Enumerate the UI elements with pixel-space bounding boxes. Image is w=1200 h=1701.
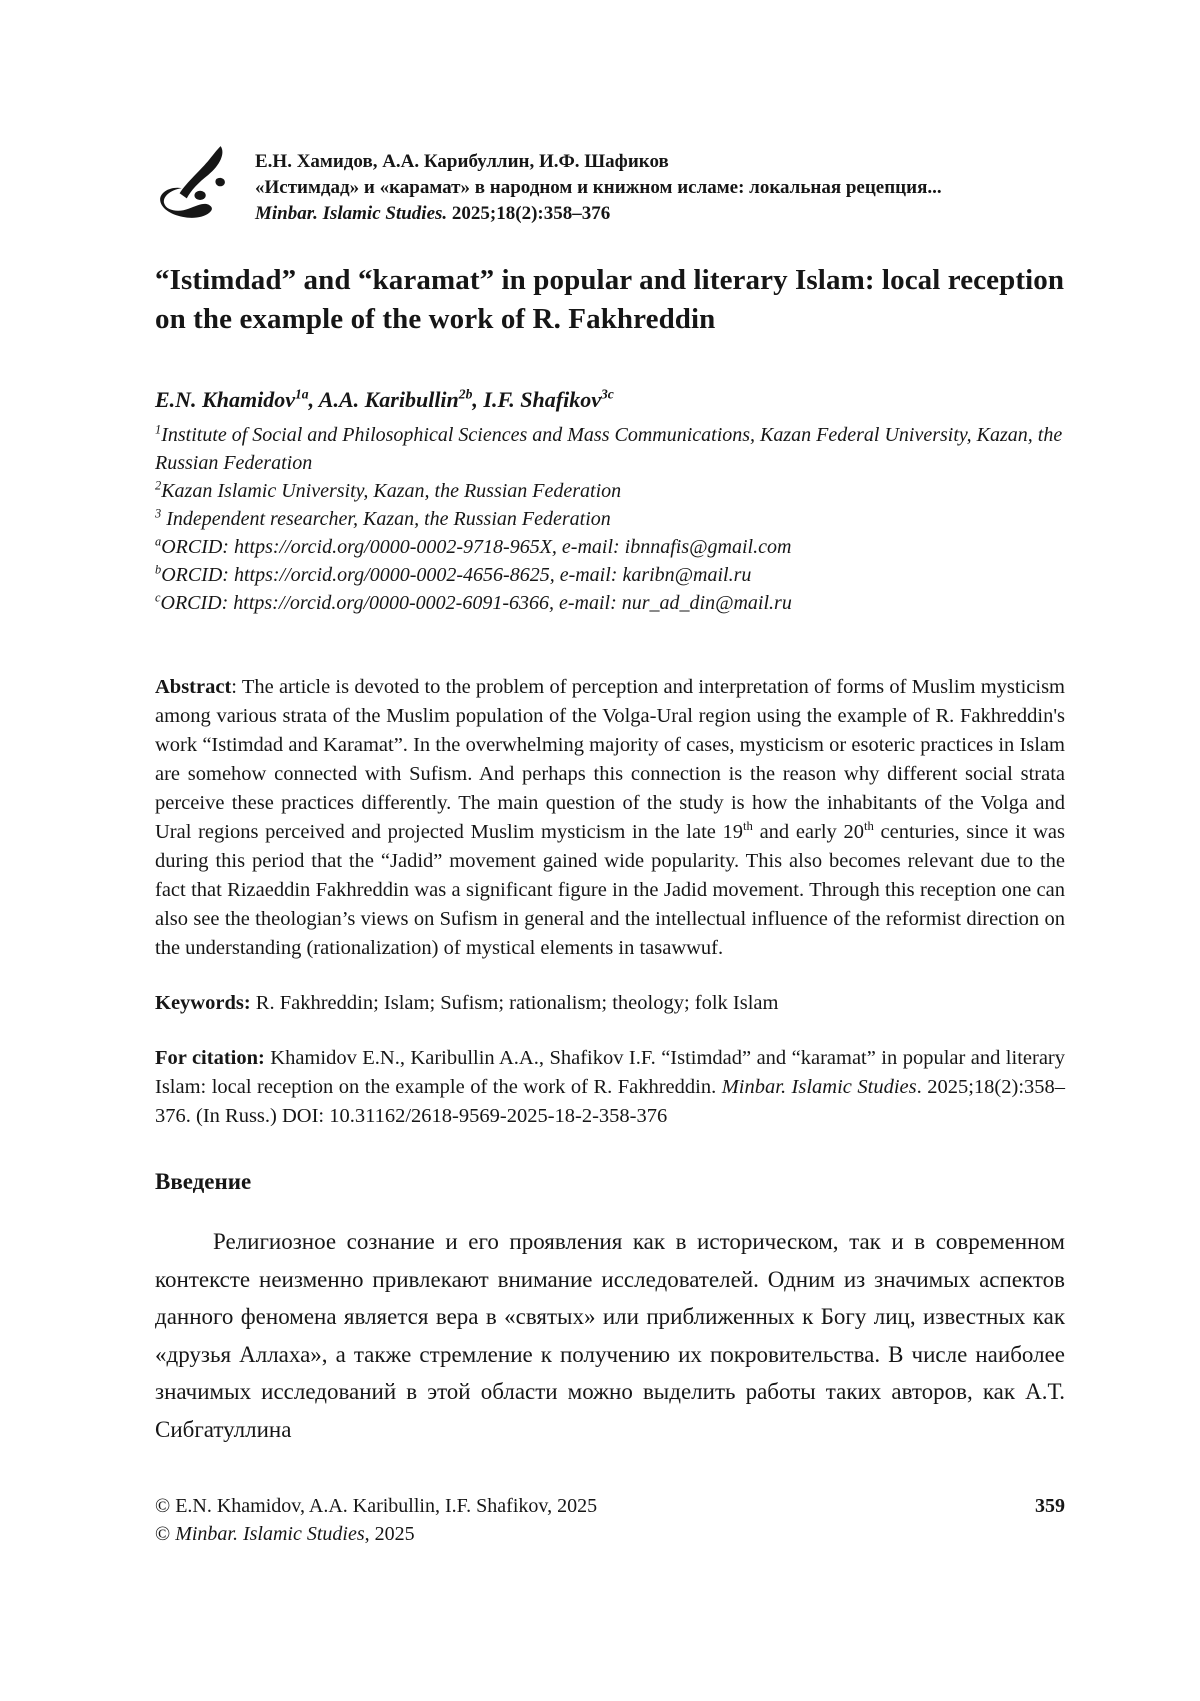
- section-heading-introduction: Введение: [155, 1169, 252, 1194]
- journal-logo-calligraphy-icon: [155, 144, 237, 220]
- authors-line: E.N. Khamidov$^{1a}$, A.A. Karibullin$^{2b}$, I.F. Shafikov$^{3c}$: [155, 386, 614, 412]
- affiliation-line: $^c$ORCID: https://orcid.org/0000-0002-6091-6366, e-mail: nur_ad_din@mail.ru: [155, 590, 792, 614]
- for-citation-paragraph: For citation: Khamidov E.N., Karibullin A.A., Shafikov I.F. “Istimdad” and “karamat” in popular and literary Islam: local reception on the example of the work of R. Fakhreddin. Minbar. Islamic Studies. 2025;18(2):358–376. (In Russ.) DOI: 10.31162/2618-9569-2025-18-2-358-376: [155, 1047, 1066, 1127]
- affiliation-line: $^2$Kazan Islamic University, Kazan, the Russian Federation: [155, 478, 622, 502]
- running-head-text: [255, 148, 942, 227]
- footer-copyright-journal: © Minbar. Islamic Studies, 2025: [155, 1523, 415, 1545]
- affiliation-line: $^a$ORCID: https://orcid.org/0000-0002-9718-965X, e-mail: ibnnafis@gmail.com: [155, 534, 792, 558]
- footer-copyright-authors: © E.N. Khamidov, A.A. Karibullin, I.F. Shafikov, 2025: [155, 1495, 598, 1517]
- keywords-line: Keywords: R. Fakhreddin; Islam; Sufism; rationalism; theology; folk Islam: [155, 992, 779, 1014]
- affiliation-line: $^b$ORCID: https://orcid.org/0000-0002-4656-8625, e-mail: karibn@mail.ru: [155, 562, 752, 586]
- abstract-paragraph: Abstract: The article is devoted to the problem of perception and interpretation of forms of Muslim mysticism among various strata of the Muslim population of the Volga-Ural region using the example of R. Fakhreddin's work “Istimdad and Karamat”. In the overwhelming majority of cases, mysticism or esoteric practices in Islam are somehow connected with Sufism. And perhaps this connection is the reason why different social strata perceive these practices differently. The main question of the study is how the inhabitants of the Volga and Ural regions perceived and projected Muslim mysticism in the late 19th and early 20th centuries, since it was during this period that the “Jadid” movement gained wide popularity. This also becomes relevant due to the fact that Rizaeddin Fakhreddin was a significant figure in the Jadid movement. Through this reception one can also see the theologian’s views on Sufism in general and the intellectual influence of the reformist direction on the understanding (rationalization) of mystical elements in tasawwuf.: [155, 676, 1065, 959]
- affiliation-line: $^3$ Independent researcher, Kazan, the Russian Federation: [155, 506, 611, 530]
- running-head-journal-ref: Minbar. Islamic Studies. 2025;18(2):358–376: [255, 203, 611, 224]
- introduction-paragraph: Религиозное сознание и его проявления как в историческом, так и в современном контексте неизменно привлекают внимание исследователей. Одним из значимых аспектов данного феномена является вера в «святых» или приближенных к Богу лиц, известных как «друзья Аллаха», а также стремление к получению их покровительства. В числе наиболее значимых исследований в этой области можно выделить работы таких авторов, как А.Т. Сибгатуллина: [155, 1229, 1065, 1442]
- page-footer: [155, 1492, 1065, 1548]
- footer-copyright-block: [155, 1492, 597, 1548]
- affiliation-line: $^1$Institute of Social and Philosophical Sciences and Mass Communications, Kazan Federal University, Kazan, the Russian Federation: [155, 422, 1063, 474]
- running-head-authors: Е.Н. Хамидов, А.А. Карибуллин, И.Ф. Шафиков: [255, 151, 669, 172]
- running-head: [155, 148, 1065, 227]
- page-number: 359: [1035, 1495, 1065, 1517]
- article-title: “Istimdad” and “karamat” in popular and literary Islam: local reception on the example of the work of R. Fakhreddin: [155, 264, 1065, 335]
- running-head-title: «Истимдад» и «карамат» в народном и книжном исламе: локальная рецепция...: [255, 177, 942, 198]
- affiliations-block: [155, 421, 1065, 617]
